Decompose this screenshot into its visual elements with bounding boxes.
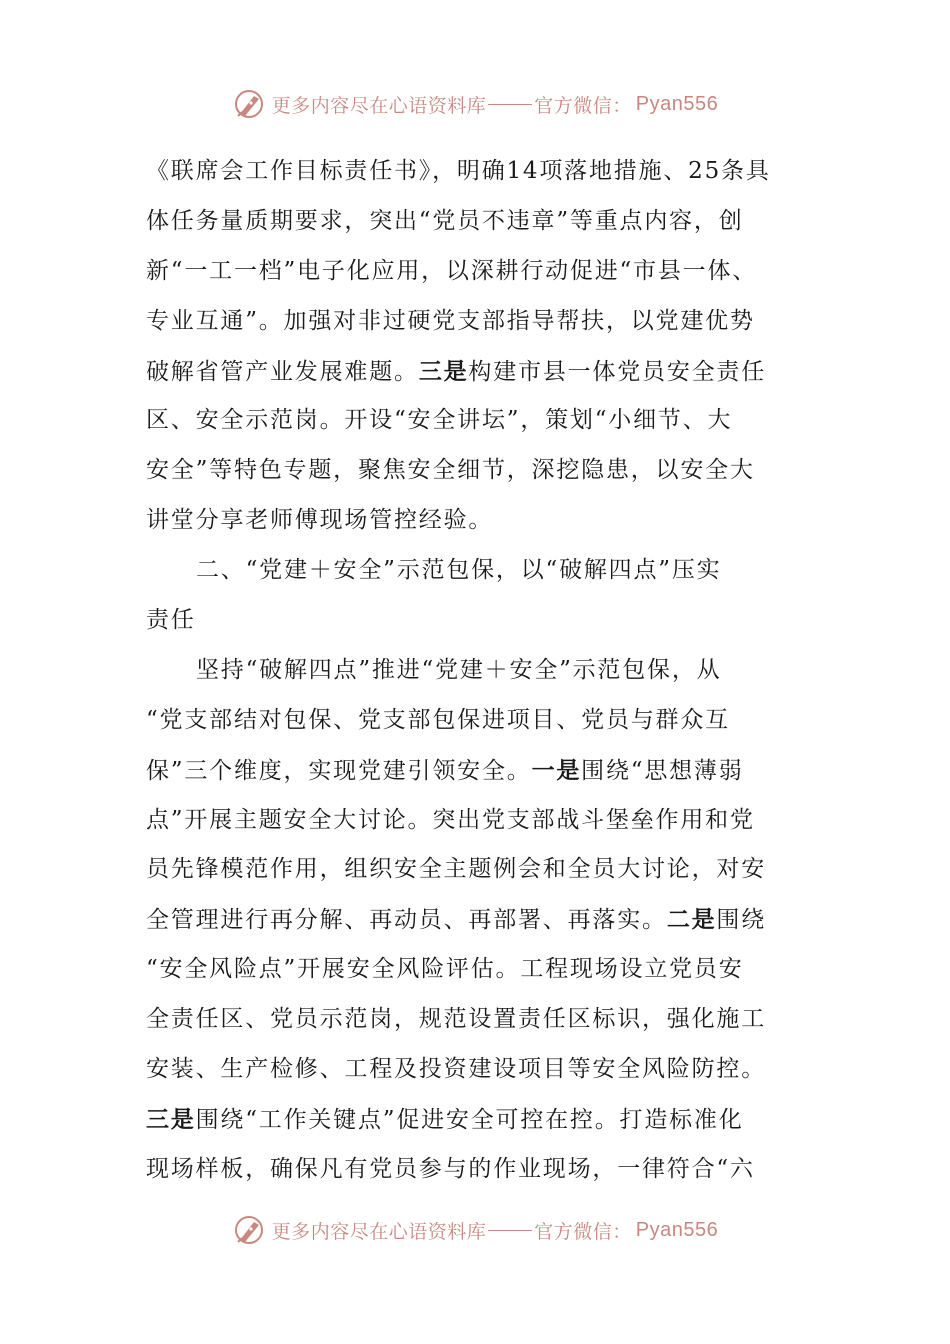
text-line bbox=[146, 796, 806, 846]
text-segment: 体任务量质期要求，突出“党员不违章”等重点内容，创 bbox=[146, 207, 744, 234]
bold-lead-text: 一是 bbox=[531, 756, 582, 784]
text-line bbox=[146, 396, 806, 446]
text-line bbox=[146, 1095, 806, 1145]
text-segment: 责任 bbox=[146, 607, 196, 634]
text-line bbox=[146, 596, 806, 646]
banner-wechat-id: Pyan556 bbox=[635, 1218, 719, 1241]
banner-main-text: 更多内容尽在心语资料库 bbox=[271, 1220, 487, 1243]
banner-dash bbox=[488, 104, 532, 105]
text-line bbox=[146, 297, 806, 347]
text-segment: 围绕 bbox=[716, 907, 767, 934]
text-segment: 安装、生产检修、工程及投资建设项目等安全风险防控。 bbox=[146, 1056, 766, 1083]
text-segment: 现场样板，确保凡有党员参与的作业现场，一律符合“六 bbox=[146, 1155, 755, 1182]
pen-nib-logo-icon bbox=[232, 1213, 266, 1247]
text-line bbox=[146, 197, 806, 247]
banner-wechat-id: Pyan556 bbox=[635, 92, 719, 115]
bold-lead-text: 二是 bbox=[666, 906, 717, 934]
text-segment: 保”三个维度，实现党建引领安全。 bbox=[146, 757, 532, 784]
text-segment: “党支部结对包保、党支部包保进项目、党员与群众互 bbox=[146, 706, 730, 733]
text-segment: 破解省管产业发展难题。 bbox=[146, 358, 419, 385]
bold-lead-text: 三是 bbox=[418, 357, 469, 385]
text-segment: 安全”等特色专题，聚焦安全细节，深挖隐患，以安全大 bbox=[146, 457, 755, 484]
text-segment: 构建市县一体党员安全责任 bbox=[468, 358, 767, 385]
banner-wechat-label: 官方微信： bbox=[534, 94, 632, 117]
banner-dash bbox=[488, 1230, 532, 1231]
text-segment: 《联席会工作目标责任书》，明确14项落地措施、25条具 bbox=[146, 158, 771, 184]
text-segment: 员先锋模范作用，组织安全主题例会和全员大讨论，对安 bbox=[146, 856, 766, 883]
text-segment: 区、安全示范岗。开设“安全讲坛”，策划“小细节、大 bbox=[146, 407, 733, 434]
text-line bbox=[146, 895, 806, 945]
text-line bbox=[146, 247, 806, 297]
text-segment: 坚持“破解四点”推进“党建＋安全”示范包保，从 bbox=[196, 656, 722, 683]
text-segment: 新“一工一档”电子化应用，以深耕行动促进“市县一体、 bbox=[146, 257, 758, 284]
text-line bbox=[146, 945, 806, 995]
text-segment: 围绕“思想薄弱 bbox=[581, 757, 744, 784]
banner-main-text: 更多内容尽在心语资料库 bbox=[271, 94, 487, 117]
text-segment: 全责任区、党员示范岗，规范设置责任区标识，强化施工 bbox=[146, 1006, 766, 1033]
text-segment: 二、“党建＋安全”示范包保，以“破解四点”压实 bbox=[196, 557, 722, 584]
bold-lead-text: 三是 bbox=[146, 1105, 196, 1133]
text-segment: 围绕“工作关键点”促进安全可控在控。打造标准化 bbox=[195, 1106, 744, 1133]
text-line bbox=[146, 845, 806, 895]
footer-watermark-banner bbox=[0, 1210, 950, 1250]
text-line bbox=[146, 147, 806, 197]
text-segment: 专业互通”。加强对非过硬党支部指导帮扶，以党建优势 bbox=[146, 307, 755, 334]
text-line bbox=[146, 347, 806, 397]
text-line bbox=[146, 746, 806, 796]
text-line bbox=[146, 1145, 806, 1195]
text-line bbox=[146, 546, 806, 596]
text-segment: 点”开展主题安全大讨论。突出党支部战斗堡垒作用和党 bbox=[146, 806, 755, 833]
pen-nib-logo-icon bbox=[232, 87, 266, 121]
text-line bbox=[146, 696, 806, 746]
text-segment: “安全风险点”开展安全风险评估。工程现场设立党员安 bbox=[146, 956, 744, 983]
header-watermark-banner bbox=[0, 84, 950, 124]
text-line bbox=[146, 1045, 806, 1095]
text-line bbox=[146, 446, 806, 496]
text-line bbox=[146, 496, 806, 546]
text-segment: 全管理进行再分解、再动员、再部署、再落实。 bbox=[146, 907, 667, 934]
text-line bbox=[146, 995, 806, 1045]
banner-wechat-label: 官方微信： bbox=[534, 1220, 632, 1243]
text-segment: 讲堂分享老师傅现场管控经验。 bbox=[146, 507, 494, 534]
text-line bbox=[146, 646, 806, 696]
body-text bbox=[146, 147, 806, 1195]
